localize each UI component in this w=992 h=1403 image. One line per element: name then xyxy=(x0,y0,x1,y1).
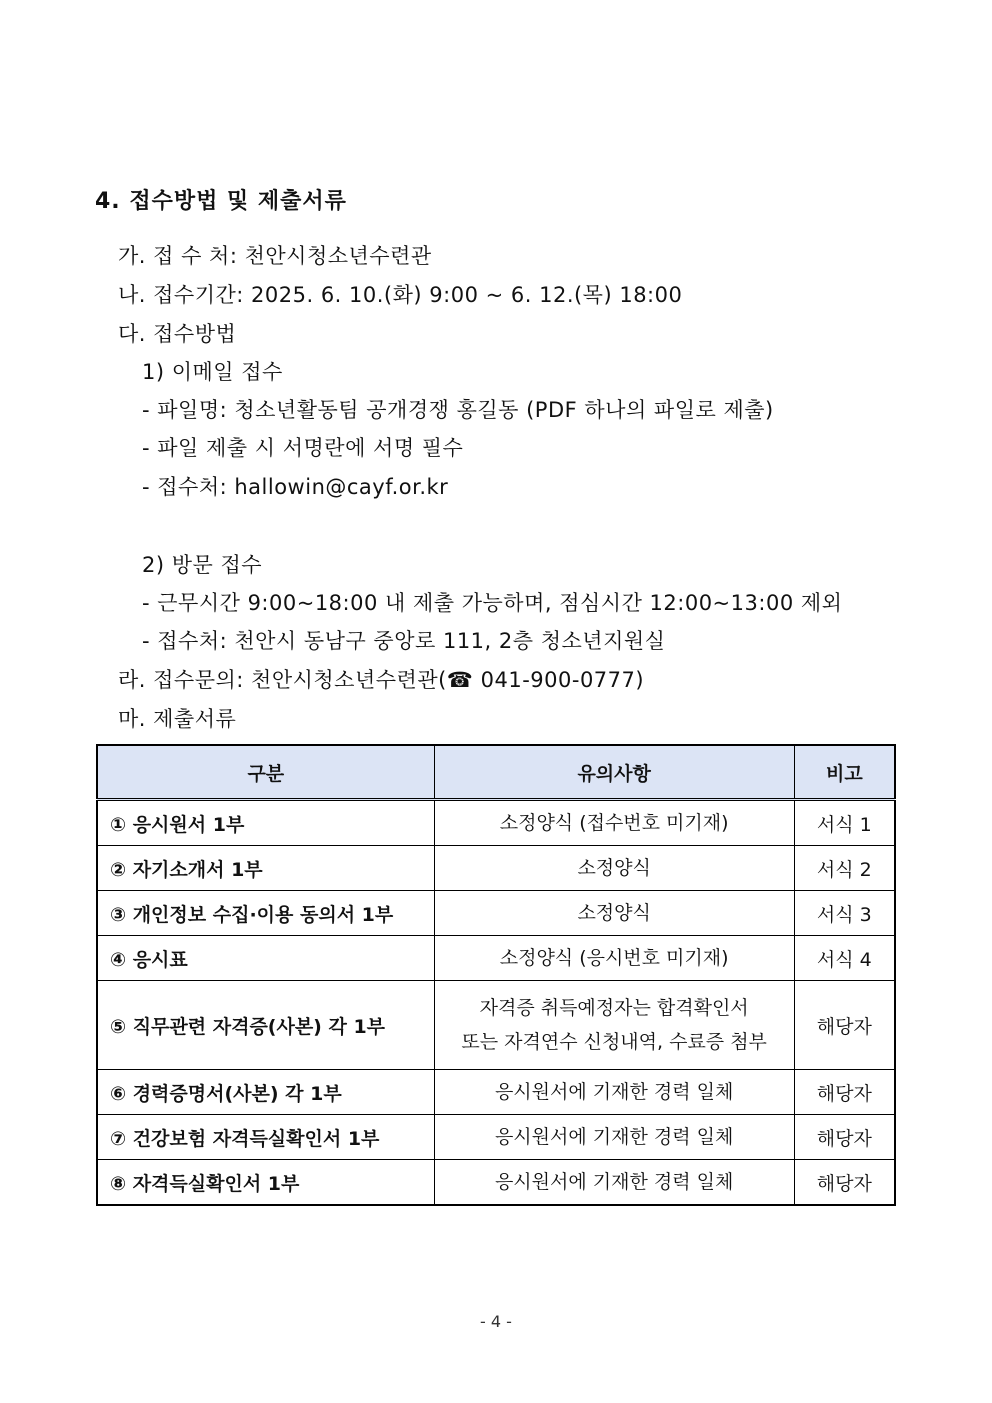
row-remark: 서식 2 xyxy=(794,846,895,891)
line-filename: - 파일명: 청소년활동팀 공개경쟁 홍길동 (PDF 하나의 파일로 제출) xyxy=(142,398,774,422)
row-item: ⑤ 직무관련 자격증(사본) 각 1부 xyxy=(97,981,434,1070)
line-receipt-period: 나. 접수기간: 2025. 6. 10.(화) 9:00 ~ 6. 12.(목) 18:00 xyxy=(118,283,683,307)
row-remark: 서식 1 xyxy=(794,800,895,846)
section-heading: 4. 접수방법 및 제출서류 xyxy=(95,189,347,214)
row-item: ③ 개인정보 수집·이용 동의서 1부 xyxy=(97,891,434,936)
table-row xyxy=(97,846,895,891)
line-documents: 마. 제출서류 xyxy=(118,707,237,731)
line-signature: - 파일 제출 시 서명란에 서명 필수 xyxy=(142,436,464,460)
table-row xyxy=(97,800,895,846)
row-remark: 해당자 xyxy=(794,1160,895,1206)
line-receipt-place: 가. 접 수 처: 천안시청소년수련관 xyxy=(118,244,432,268)
row-item: ② 자기소개서 1부 xyxy=(97,846,434,891)
row-item: ⑥ 경력증명서(사본) 각 1부 xyxy=(97,1070,434,1115)
line-inquiry: 라. 접수문의: 천안시청소년수련관(☎ 041-900-0777) xyxy=(118,668,645,692)
line-receipt-method: 다. 접수방법 xyxy=(118,322,237,346)
row-note: 응시원서에 기재한 경력 일체 xyxy=(434,1115,794,1160)
table-row xyxy=(97,1160,895,1206)
row-note-line: 자격증 취득예정자는 합격확인서 xyxy=(479,997,749,1019)
row-item: ⑧ 자격득실확인서 1부 xyxy=(97,1160,434,1206)
line-visit-receipt: 2) 방문 접수 xyxy=(142,553,263,577)
row-note: 소정양식 (응시번호 미기재) xyxy=(434,936,794,981)
table-row xyxy=(97,981,895,1070)
header-notes: 유의사항 xyxy=(434,745,794,800)
table-row xyxy=(97,1115,895,1160)
line-working-hours: - 근무시간 9:00~18:00 내 제출 가능하며, 점심시간 12:00~13:00 제외 xyxy=(142,591,843,615)
row-item: ① 응시원서 1부 xyxy=(97,800,434,846)
page-number: - 4 - xyxy=(480,1312,512,1331)
row-item: ⑦ 건강보험 자격득실확인서 1부 xyxy=(97,1115,434,1160)
row-note xyxy=(434,981,794,1070)
table-row xyxy=(97,891,895,936)
line-email-address: - 접수처: hallowin@cayf.or.kr xyxy=(142,475,449,499)
row-note: 소정양식 (접수번호 미기재) xyxy=(434,800,794,846)
table-row xyxy=(97,1070,895,1115)
row-remark: 해당자 xyxy=(794,1115,895,1160)
row-note: 응시원서에 기재한 경력 일체 xyxy=(434,1160,794,1206)
row-note: 응시원서에 기재한 경력 일체 xyxy=(434,1070,794,1115)
header-category: 구분 xyxy=(97,745,434,800)
row-note: 소정양식 xyxy=(434,846,794,891)
row-note: 소정양식 xyxy=(434,891,794,936)
table-header-row xyxy=(97,745,895,800)
table-row xyxy=(97,936,895,981)
row-item: ④ 응시표 xyxy=(97,936,434,981)
documents-table xyxy=(96,744,896,1206)
line-visit-address: - 접수처: 천안시 동남구 중앙로 111, 2층 청소년지원실 xyxy=(142,629,666,653)
line-email-receipt: 1) 이메일 접수 xyxy=(142,360,283,384)
row-remark: 해당자 xyxy=(794,981,895,1070)
row-remark: 서식 4 xyxy=(794,936,895,981)
row-remark: 해당자 xyxy=(794,1070,895,1115)
row-note-line: 또는 자격연수 신청내역, 수료증 첨부 xyxy=(461,1031,767,1053)
header-remarks: 비고 xyxy=(794,745,895,800)
row-remark: 서식 3 xyxy=(794,891,895,936)
